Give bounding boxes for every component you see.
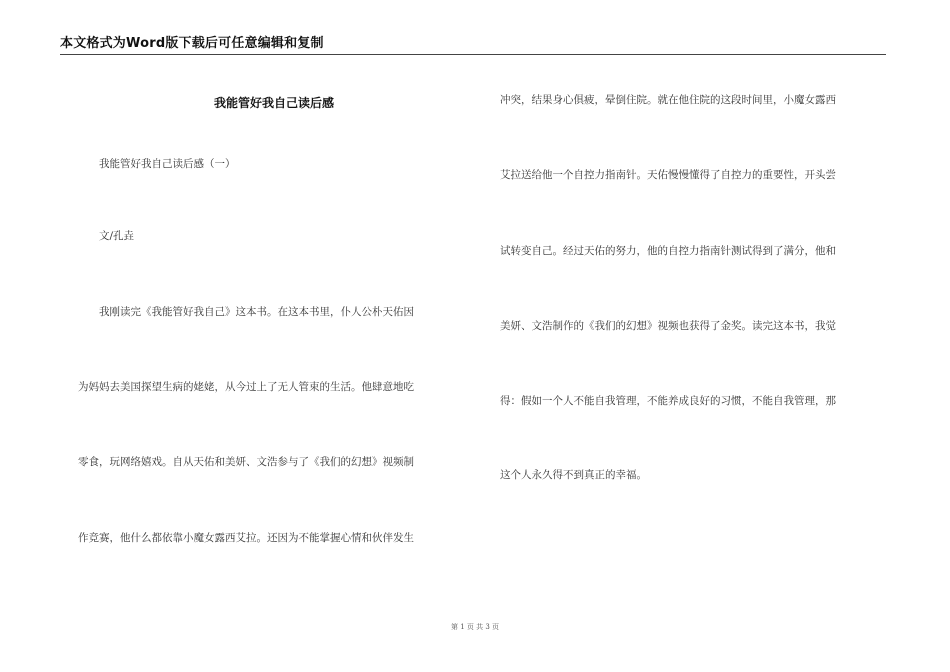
page-header — [60, 32, 886, 55]
document-title: 我能管好我自己读后感 — [213, 96, 334, 110]
paragraph-line: 美妍、文浩制作的《我们的幻想》视频也获得了金奖。读完这本书，我觉 — [500, 320, 836, 332]
paragraph-line: 这个人永久得不到真正的幸福。 — [500, 469, 647, 481]
paragraph-line: 零食，玩网络嬉戏。自从天佑和美妍、文浩参与了《我们的幻想》视频制 — [78, 456, 414, 468]
author-line: 文/孔垚 — [99, 230, 135, 242]
paragraph-line: 为妈妈去美国探望生病的姥姥，从今过上了无人管束的生活。他肆意地吃 — [78, 381, 414, 393]
paragraph-line: 得：假如一个人不能自我管理，不能养成良好的习惯，不能自我管理，那 — [500, 395, 836, 407]
paragraph-line: 冲突，结果身心俱疲，晕倒住院。就在他住院的这段时间里，小魔女露西 — [500, 94, 836, 106]
paragraph-line: 试转变自己。经过天佑的努力，他的自控力指南针测试得到了满分，他和 — [500, 245, 836, 257]
subtitle: 我能管好我自己读后感（一） — [99, 158, 236, 170]
paragraph-line: 我刚读完《我能管好我自己》这本书。在这本书里，仆人公朴天佑因 — [99, 306, 414, 318]
paragraph-line: 艾拉送给他一个自控力指南针。天佑慢慢懂得了自控力的重要性，开头尝 — [500, 169, 836, 181]
header-text: 本文格式为Word版下载后可任意编辑和复制 — [60, 36, 324, 51]
paragraph-line: 作竞赛，他什么都依靠小魔女露西艾拉。还因为不能掌握心情和伙伴发生 — [78, 532, 414, 544]
page-number: 第 1 页 共 3 页 — [450, 623, 500, 631]
